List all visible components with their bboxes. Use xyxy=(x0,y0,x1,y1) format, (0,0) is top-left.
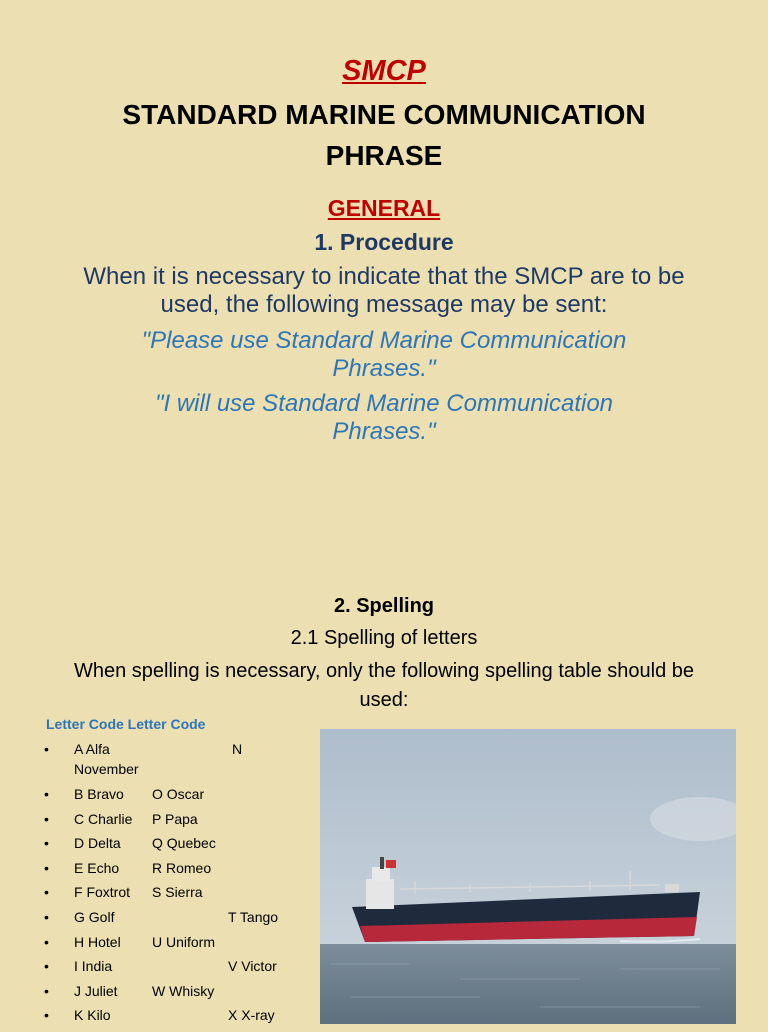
letter-code-header: Letter Code Letter Code xyxy=(46,716,206,732)
bullet: • xyxy=(44,741,49,757)
bullet: • xyxy=(44,859,49,876)
procedure-heading: 1. Procedure xyxy=(314,229,454,255)
letter-code-a: D Delta xyxy=(74,835,121,852)
bullet: • xyxy=(44,810,49,827)
letter-code-b: U Uniform xyxy=(152,933,216,950)
list-item xyxy=(44,958,324,983)
general-heading: GENERAL xyxy=(327,195,441,221)
letter-code-b: O Oscar xyxy=(152,786,205,802)
letter-code-b: X X-ray xyxy=(228,1007,275,1024)
list-item xyxy=(44,741,324,786)
list-item xyxy=(44,909,324,934)
letter-code-a: J Juliet xyxy=(74,982,118,999)
title-line-1: STANDARD MARINE COMMUNICATION xyxy=(122,99,646,130)
letter-code-b: N xyxy=(232,741,243,757)
quote-please-use: "Please use Standard Marine Communication Phrases." xyxy=(141,327,627,382)
letter-code-b: W Whisky xyxy=(152,982,215,999)
bullet: • xyxy=(44,982,49,999)
bullet: • xyxy=(44,933,49,950)
bullet: • xyxy=(44,786,49,802)
letter-code-b: R Romeo xyxy=(152,859,212,876)
title-line-2: PHRASE xyxy=(325,140,443,171)
bullet: • xyxy=(44,908,49,925)
list-item xyxy=(44,934,324,959)
letter-code-b: S Sierra xyxy=(152,884,203,901)
letter-code-a: K Kilo xyxy=(74,1007,111,1024)
letter-code-b: P Papa xyxy=(152,810,198,827)
letter-code-b: T Tango xyxy=(228,908,279,925)
letter-code-a: C Charlie xyxy=(74,810,133,827)
list-item xyxy=(44,786,324,811)
tanker-ship-photo xyxy=(320,729,736,1024)
bullet: • xyxy=(44,884,49,901)
spelling-list xyxy=(44,741,324,1032)
spelling-heading: 2. Spelling xyxy=(333,595,435,617)
letter-code-b: Q Quebec xyxy=(152,835,216,852)
bullet: • xyxy=(44,1007,49,1024)
letter-code-a: B Bravo xyxy=(74,786,124,802)
bullet: • xyxy=(44,958,49,975)
letter-code-a: E Echo xyxy=(74,859,120,876)
acronym-heading: SMCP xyxy=(342,55,426,87)
spelling-text: When spelling is necessary, only the following spelling table should be used: xyxy=(74,660,694,711)
letter-code-b-continued: November xyxy=(74,761,139,777)
list-item xyxy=(44,860,324,885)
list-item xyxy=(44,884,324,909)
list-item xyxy=(44,983,324,1008)
spelling-subheading: 2.1 Spelling of letters xyxy=(290,627,478,649)
letter-code-a: H Hotel xyxy=(74,933,121,950)
list-item xyxy=(44,835,324,860)
letter-code-a: F Foxtrot xyxy=(74,884,131,901)
bullet: • xyxy=(44,835,49,852)
list-item xyxy=(44,1007,324,1032)
letter-code-a: A Alfa xyxy=(74,741,110,757)
letter-code-a: I India xyxy=(74,958,113,975)
procedure-text: When it is necessary to indicate that the SMCP are to be used, the following message may be sent: xyxy=(83,263,685,318)
letter-code-a: G Golf xyxy=(74,908,115,925)
quote-i-will-use: "I will use Standard Marine Communication Phrases." xyxy=(154,390,614,445)
page-title xyxy=(0,94,768,176)
list-item xyxy=(44,811,324,836)
letter-code-b: V Victor xyxy=(228,958,277,975)
